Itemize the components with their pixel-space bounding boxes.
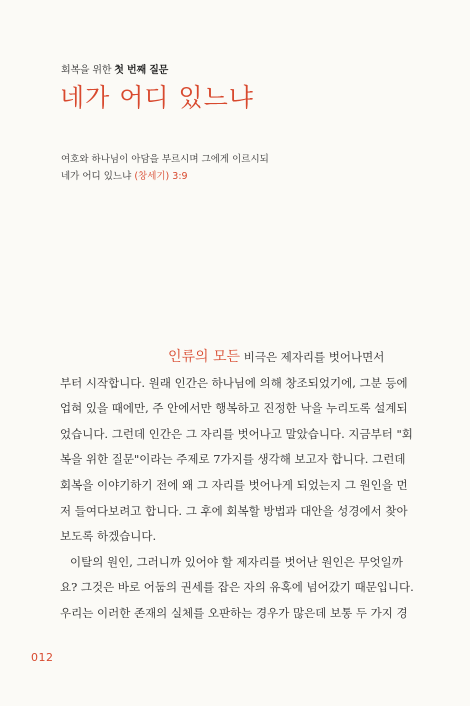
body-line: 보도록 하겠습니다. (60, 529, 157, 544)
body-line: 업혀 있을 때에만, 주 안에서만 행복하고 진정한 낙을 누리도록 설계되 (60, 401, 408, 416)
body-line: 인류의 모든 비극은 제자리를 벗어나면서 (168, 349, 385, 365)
body-line: 부터 시작합니다. 원래 인간은 하나님에 의해 창조되었기에, 그분 등에 (60, 375, 408, 390)
body-text (60, 345, 420, 627)
quote-line-2 (61, 168, 269, 185)
quote-line-1: 여호와 하나님이 아담을 부르시며 그에게 이르시되 (61, 154, 269, 165)
lead-phrase: 인류의 모든 (168, 349, 241, 365)
quote-line-2-text: 네가 어디 있느냐 (61, 171, 132, 182)
body-line: 복을 위한 질문"이라는 주제로 7가지를 생각해 보고자 합니다. 그런데 (60, 452, 406, 467)
chapter-kicker (61, 61, 168, 76)
kicker-prefix: 회복을 위한 (61, 65, 115, 76)
body-line: 우리는 이러한 존재의 실체를 오판하는 경우가 많은데 보통 두 가지 경 (60, 605, 408, 620)
scripture-quote (61, 151, 269, 185)
kicker-bold: 첫 번째 질문 (114, 65, 169, 76)
body-line: 이탈의 원인, 그러니까 있어야 할 제자리를 벗어난 원인은 무엇일까 (70, 554, 403, 569)
body-line: 었습니다. 그런데 인간은 그 자리를 벗어나고 말았습니다. 지금부터 "회 (60, 426, 413, 441)
paragraph-1 (60, 345, 420, 550)
body-line: 저 들여다보려고 합니다. 그 후에 회복할 방법과 대안을 성경에서 찾아 (60, 503, 408, 518)
body-line: 회복을 이야기하기 전에 왜 그 자리를 벗어나게 되었는지 그 원인을 먼 (60, 477, 408, 492)
body-line: 요? 그것은 바로 어둠의 권세를 잡은 자의 유혹에 넘어갔기 때문입니다. (60, 580, 414, 595)
page-number: 012 (31, 651, 54, 664)
scripture-reference: (창세기) 3:9 (134, 171, 188, 182)
paragraph-2 (60, 550, 420, 627)
chapter-title: 네가 어디 있느냐 (60, 83, 254, 112)
